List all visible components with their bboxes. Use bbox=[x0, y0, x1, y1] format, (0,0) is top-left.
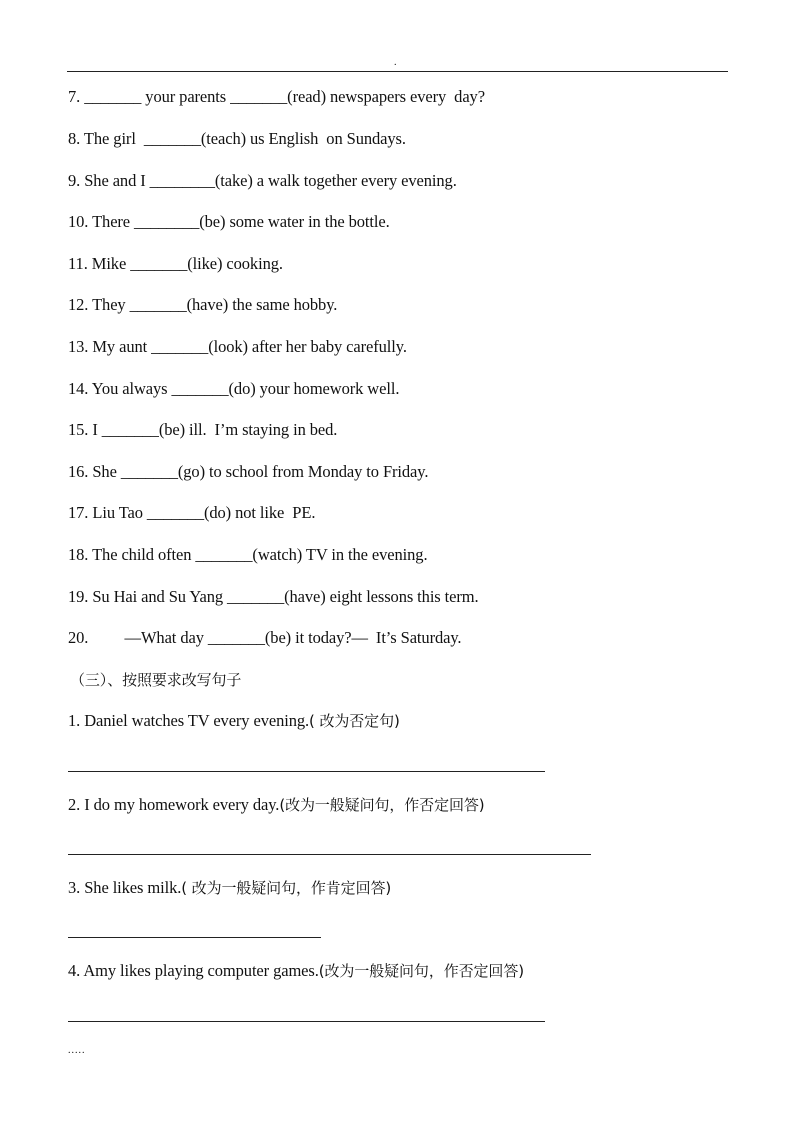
exercise-number: 7. bbox=[68, 87, 81, 106]
rewrite-sentence: I do my homework every day. bbox=[84, 795, 280, 814]
header-dot: . bbox=[394, 57, 397, 68]
exercise-item bbox=[68, 545, 427, 565]
exercise-number: 18. bbox=[68, 545, 89, 564]
exercise-item bbox=[68, 503, 315, 523]
exercise-item bbox=[68, 129, 406, 149]
exercise-text: My aunt _______(look) after her baby carefully. bbox=[92, 337, 407, 356]
rewrite-instruction: (改为一般疑问句，作否定回答) bbox=[318, 962, 524, 980]
exercise-text: —What day _______(be) it today?— It’s Saturday. bbox=[92, 628, 462, 647]
exercise-text: You always _______(do) your homework well. bbox=[91, 379, 400, 398]
exercise-text: I _______(be) ill. I’m staying in bed. bbox=[92, 420, 338, 439]
exercise-text: Su Hai and Su Yang _______(have) eight lessons this term. bbox=[92, 587, 479, 606]
header-rule bbox=[67, 71, 728, 72]
rewrite-item bbox=[68, 878, 391, 898]
exercise-text: There ________(be) some water in the bottle. bbox=[92, 212, 390, 231]
exercise-text: The girl _______(teach) us English on Sundays. bbox=[83, 129, 406, 148]
answer-line[interactable] bbox=[68, 771, 545, 772]
exercise-number: 19. bbox=[68, 587, 89, 606]
exercise-number: 16. bbox=[68, 462, 89, 481]
exercise-item bbox=[68, 212, 390, 232]
rewrite-sentence: Amy likes playing computer games. bbox=[83, 961, 319, 980]
rewrite-item bbox=[68, 795, 485, 815]
exercise-number: 8. bbox=[68, 129, 81, 148]
exercise-item bbox=[68, 295, 337, 315]
answer-line[interactable] bbox=[68, 937, 321, 938]
rewrite-number: 3. bbox=[68, 878, 81, 897]
rewrite-number: 2. bbox=[68, 795, 81, 814]
exercise-number: 14. bbox=[68, 379, 89, 398]
rewrite-sentence: She likes milk. bbox=[84, 878, 182, 897]
exercise-text: Liu Tao _______(do) not like PE. bbox=[92, 503, 316, 522]
exercise-number: 20. bbox=[68, 628, 89, 647]
exercise-number: 13. bbox=[68, 337, 89, 356]
answer-line[interactable] bbox=[68, 854, 591, 855]
exercise-item bbox=[68, 587, 479, 607]
exercise-number: 12. bbox=[68, 295, 89, 314]
exercise-item bbox=[68, 462, 428, 482]
exercise-number: 9. bbox=[68, 171, 81, 190]
exercise-text: They _______(have) the same hobby. bbox=[92, 295, 338, 314]
exercise-item bbox=[68, 379, 399, 399]
section-title: （三）、按照要求改写句子 bbox=[70, 671, 242, 689]
exercise-item bbox=[68, 337, 407, 357]
exercise-text: She and I ________(take) a walk together every evening. bbox=[84, 171, 457, 190]
exercise-text: She _______(go) to school from Monday to Friday. bbox=[92, 462, 429, 481]
exercise-text: The child often _______(watch) TV in the evening. bbox=[92, 545, 428, 564]
exercise-text: Mike _______(like) cooking. bbox=[91, 254, 283, 273]
rewrite-number: 4. bbox=[68, 961, 81, 980]
exercise-item bbox=[68, 254, 283, 274]
rewrite-instruction: (改为一般疑问句，作否定回答) bbox=[279, 796, 485, 814]
exercise-item bbox=[68, 87, 485, 107]
exercise-text: _______ your parents _______(read) newspapers every day? bbox=[84, 87, 485, 106]
rewrite-item bbox=[68, 961, 524, 981]
rewrite-instruction: ( 改为否定句) bbox=[309, 712, 400, 730]
exercise-item bbox=[68, 171, 457, 191]
rewrite-number: 1. bbox=[68, 711, 81, 730]
rewrite-sentence: Daniel watches TV every evening. bbox=[84, 711, 310, 730]
exercise-number: 15. bbox=[68, 420, 89, 439]
exercise-number: 11. bbox=[68, 254, 88, 273]
exercise-item bbox=[68, 628, 461, 648]
rewrite-item bbox=[68, 711, 400, 731]
exercise-number: 10. bbox=[68, 212, 89, 231]
exercise-item bbox=[68, 420, 337, 440]
rewrite-instruction: ( 改为一般疑问句，作肯定回答) bbox=[181, 879, 392, 897]
footer-dots: ..... bbox=[68, 1045, 86, 1056]
answer-line[interactable] bbox=[68, 1021, 545, 1022]
exercise-number: 17. bbox=[68, 503, 89, 522]
